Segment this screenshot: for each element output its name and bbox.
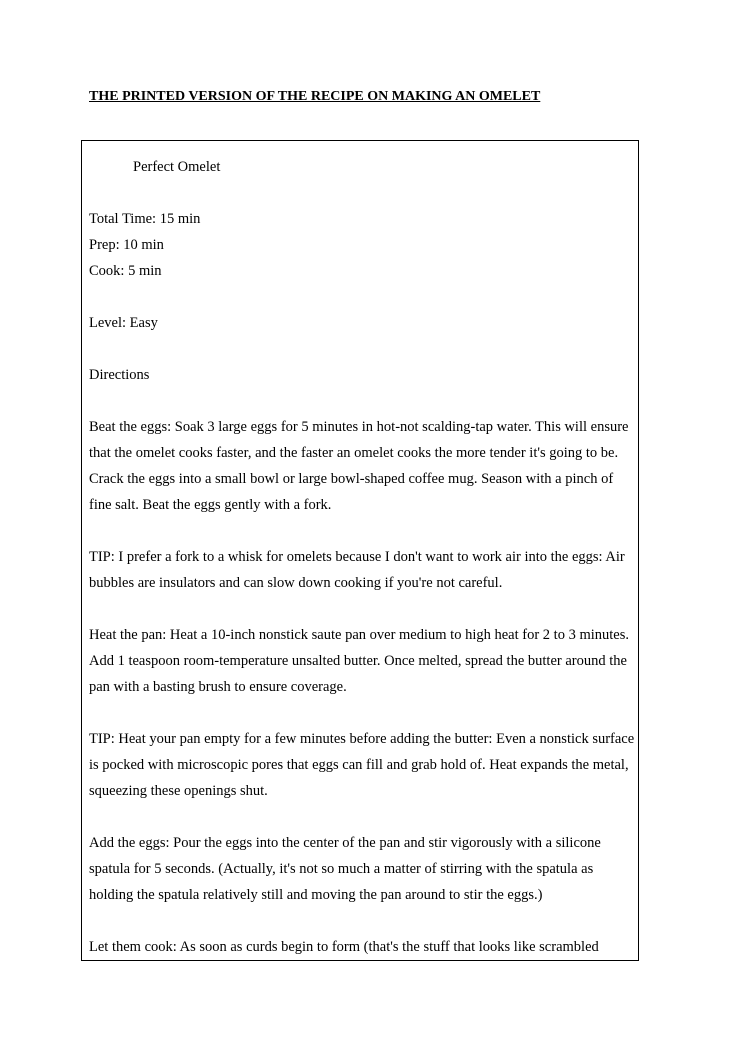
recipe-content [89, 154, 635, 960]
cook-time: Cook: 5 min [89, 263, 162, 279]
prep-time: Prep: 10 min [89, 237, 164, 253]
difficulty-level: Level: Easy [89, 315, 158, 331]
direction-paragraph: Beat the eggs: Soak 3 large eggs for 5 minutes in hot-not scalding-tap water. This will ensure that the omelet cooks faster, and the faster an omelet cooks the more tender it's going to be. Crack the eggs into a small bowl or large bowl-shaped coffee mug. Season with a pinch of fine salt. Beat the eggs gently with a fork. [89, 419, 629, 513]
page-heading: THE PRINTED VERSION OF THE RECIPE ON MAKING AN OMELET [89, 89, 541, 104]
directions-heading: Directions [89, 367, 150, 383]
recipe-box [81, 140, 639, 961]
total-time: Total Time: 15 min [89, 211, 201, 227]
recipe-title: Perfect Omelet [133, 159, 221, 175]
direction-paragraph: Heat the pan: Heat a 10-inch nonstick saute pan over medium to high heat for 2 to 3 minutes. Add 1 teaspoon room-temperature unsalted butter. Once melted, spread the butter around the pan with a basting brush to ensure coverage. [89, 627, 629, 695]
direction-paragraph: TIP: I prefer a fork to a whisk for omelets because I don't want to work air into the eggs: Air bubbles are insulators and can slow down cooking if you're not careful. [89, 549, 625, 591]
direction-paragraph: TIP: Heat your pan empty for a few minutes before adding the butter: Even a nonstick surface is pocked with microscopic pores that eggs can fill and grab hold of. Heat expands the metal, squeezing these openings shut. [89, 731, 635, 799]
direction-paragraph: Let them cook: As soon as curds begin to form (that's the stuff that looks like scrambled [89, 939, 599, 955]
direction-paragraph: Add the eggs: Pour the eggs into the center of the pan and stir vigorously with a silicone spatula for 5 seconds. (Actually, it's not so much a matter of stirring with the spatula as holding the spatula relatively still and moving the pan around to stir the eggs.) [89, 835, 601, 903]
